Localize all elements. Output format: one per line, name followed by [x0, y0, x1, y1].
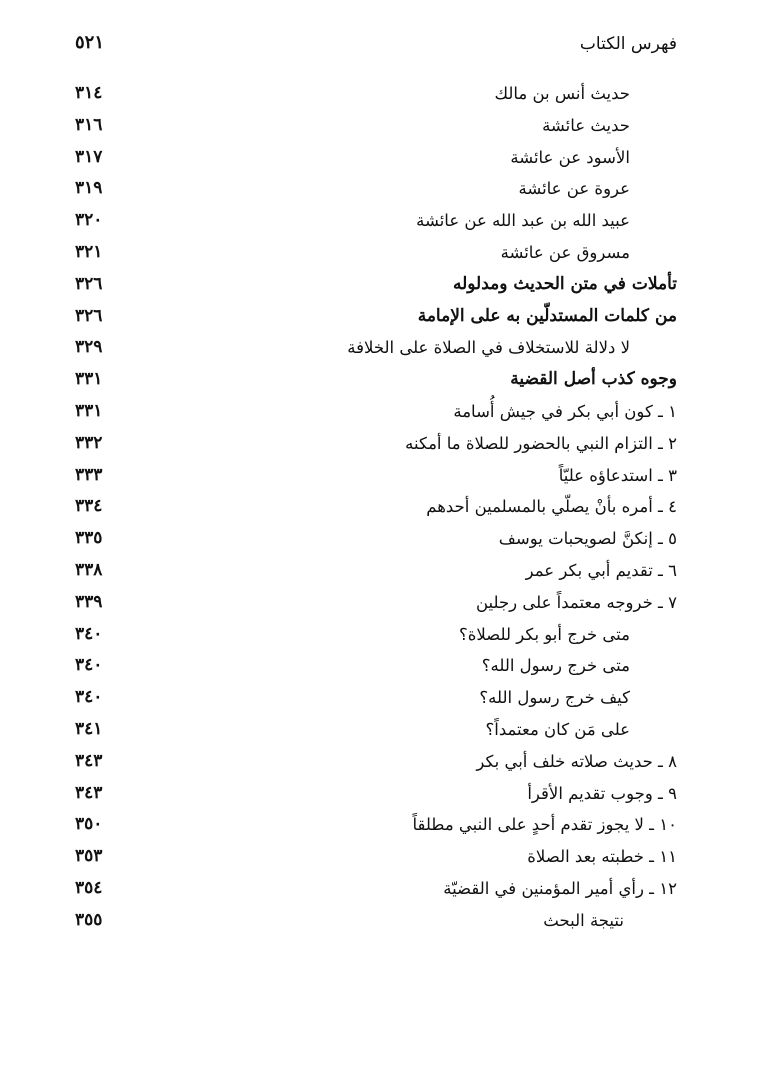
toc-entry	[75, 714, 677, 746]
toc-entry-label: ٩ ـ وجوب تقديم الأقرأ	[527, 783, 677, 803]
toc-entry-label: الأسود عن عائشة	[510, 147, 630, 167]
toc-entry-page-number: ٣١٦	[75, 114, 103, 135]
toc-entry-label: تأملات في متن الحديث ومدلوله	[452, 273, 677, 294]
toc-entry-label: نتيجة البحث	[543, 910, 624, 930]
page-number: ٥٢١	[75, 32, 105, 53]
toc-entry-label: مسروق عن عائشة	[500, 242, 630, 262]
toc-entry-page-number: ٣٥٠	[75, 814, 103, 835]
table-of-contents	[75, 78, 677, 937]
toc-entry-page-number: ٣٢٦	[75, 305, 103, 326]
toc-entry-page-number: ٣٢٠	[75, 210, 103, 231]
toc-entry	[75, 237, 677, 269]
toc-entry-label: عبيد الله بن عبد الله عن عائشة	[416, 211, 630, 231]
toc-entry-label: ٧ ـ خروجه معتمداً على رجلين	[475, 592, 677, 612]
toc-entry-page-number: ٣٣٣	[75, 464, 103, 485]
toc-entry-page-number: ٣٣٩	[75, 591, 103, 612]
toc-entry-label: ١١ ـ خطبته بعد الصلاة	[527, 847, 677, 867]
toc-entry-label: لا دلالة للاستخلاف في الصلاة على الخلافة	[347, 338, 630, 358]
toc-entry-label: من كلمات المستدلّين به على الإمامة	[417, 305, 677, 326]
toc-entry	[75, 301, 677, 333]
toc-entry	[75, 428, 677, 460]
toc-entry	[75, 205, 677, 237]
toc-entry	[75, 269, 677, 301]
toc-entry-page-number: ٣٤٣	[75, 782, 103, 803]
toc-entry-label: ٢ ـ التزام النبي بالحضور للصلاة ما أمكنه	[405, 433, 677, 453]
toc-entry-page-number: ٣٣٢	[75, 432, 103, 453]
toc-entry-page-number: ٣٤٣	[75, 750, 103, 771]
running-title: فهرس الكتاب	[579, 34, 677, 54]
toc-entry	[75, 173, 677, 205]
toc-entry-page-number: ٣٥٤	[75, 877, 103, 898]
toc-entry-page-number: ٣٢٩	[75, 337, 103, 358]
toc-entry-label: وجوه كذب أصل القضية	[510, 369, 677, 390]
toc-entry-label: ٨ ـ حديث صلاته خلف أبي بكر	[476, 751, 677, 771]
toc-entry-label: ٣ ـ استدعاؤه عليّاً	[558, 465, 677, 485]
toc-entry-page-number: ٣٥٣	[75, 846, 103, 867]
toc-entry	[75, 841, 677, 873]
toc-entry-page-number: ٣١٩	[75, 178, 103, 199]
toc-entry-page-number: ٣٣٨	[75, 559, 103, 580]
toc-entry-label: على مَن كان معتمداً؟	[485, 719, 630, 739]
toc-entry	[75, 873, 677, 905]
toc-entry-label: ١ ـ كون أبي بكر في جيش أُسامة	[453, 401, 677, 421]
toc-entry-label: ٥ ـ إنكنَّ لصويحبات يوسف	[498, 529, 677, 549]
toc-entry-page-number: ٣٥٥	[75, 909, 103, 930]
toc-entry	[75, 364, 677, 396]
toc-entry	[75, 746, 677, 778]
toc-entry-label: ١٠ ـ لا يجوز تقدم أحدٍ على النبي مطلقاً	[412, 815, 677, 835]
toc-entry-label: عروة عن عائشة	[518, 179, 630, 199]
toc-entry-label: حديث أنس بن مالك	[494, 84, 630, 103]
toc-entry-label: حديث عائشة	[542, 115, 630, 135]
toc-entry-page-number: ٣٣٤	[75, 496, 103, 517]
toc-entry	[75, 809, 677, 841]
toc-entry-label: ٦ ـ تقديم أبي بكر عمر	[525, 560, 677, 580]
page-header	[75, 30, 677, 62]
toc-entry-page-number: ٣١٤	[75, 83, 103, 103]
toc-entry-label: متى خرج رسول الله؟	[481, 656, 630, 676]
toc-entry	[75, 396, 677, 428]
toc-entry-label: كيف خرج رسول الله؟	[479, 688, 630, 708]
toc-entry-page-number: ٣٤٠	[75, 687, 103, 708]
toc-entry	[75, 905, 677, 937]
toc-entry-page-number: ٣٢٦	[75, 273, 103, 294]
toc-entry-label: متى خرج أبو بكر للصلاة؟	[458, 624, 630, 644]
toc-entry	[75, 523, 677, 555]
toc-entry	[75, 491, 677, 523]
toc-entry	[75, 555, 677, 587]
toc-entry	[75, 619, 677, 651]
toc-entry-page-number: ٣٣١	[75, 369, 103, 390]
toc-entry-label: ١٢ ـ رأي أمير المؤمنين في القضيّة	[443, 878, 677, 898]
toc-entry	[75, 110, 677, 142]
toc-entry-page-number: ٣١٧	[75, 146, 103, 167]
toc-entry-page-number: ٣٤٠	[75, 623, 103, 644]
toc-entry-page-number: ٣٣٥	[75, 528, 103, 549]
toc-entry	[75, 587, 677, 619]
toc-entry	[75, 778, 677, 810]
toc-entry-label: ٤ ـ أمره بأنْ يصلّي بالمسلمين أحدهم	[426, 497, 677, 517]
toc-entry	[75, 460, 677, 492]
toc-entry	[75, 650, 677, 682]
toc-entry-page-number: ٣٤١	[75, 718, 103, 739]
toc-entry-page-number: ٣٢١	[75, 241, 103, 262]
toc-entry	[75, 78, 677, 110]
toc-entry	[75, 682, 677, 714]
toc-entry	[75, 332, 677, 364]
toc-entry-page-number: ٣٣١	[75, 400, 103, 421]
toc-entry-page-number: ٣٤٠	[75, 655, 103, 676]
toc-entry	[75, 142, 677, 174]
